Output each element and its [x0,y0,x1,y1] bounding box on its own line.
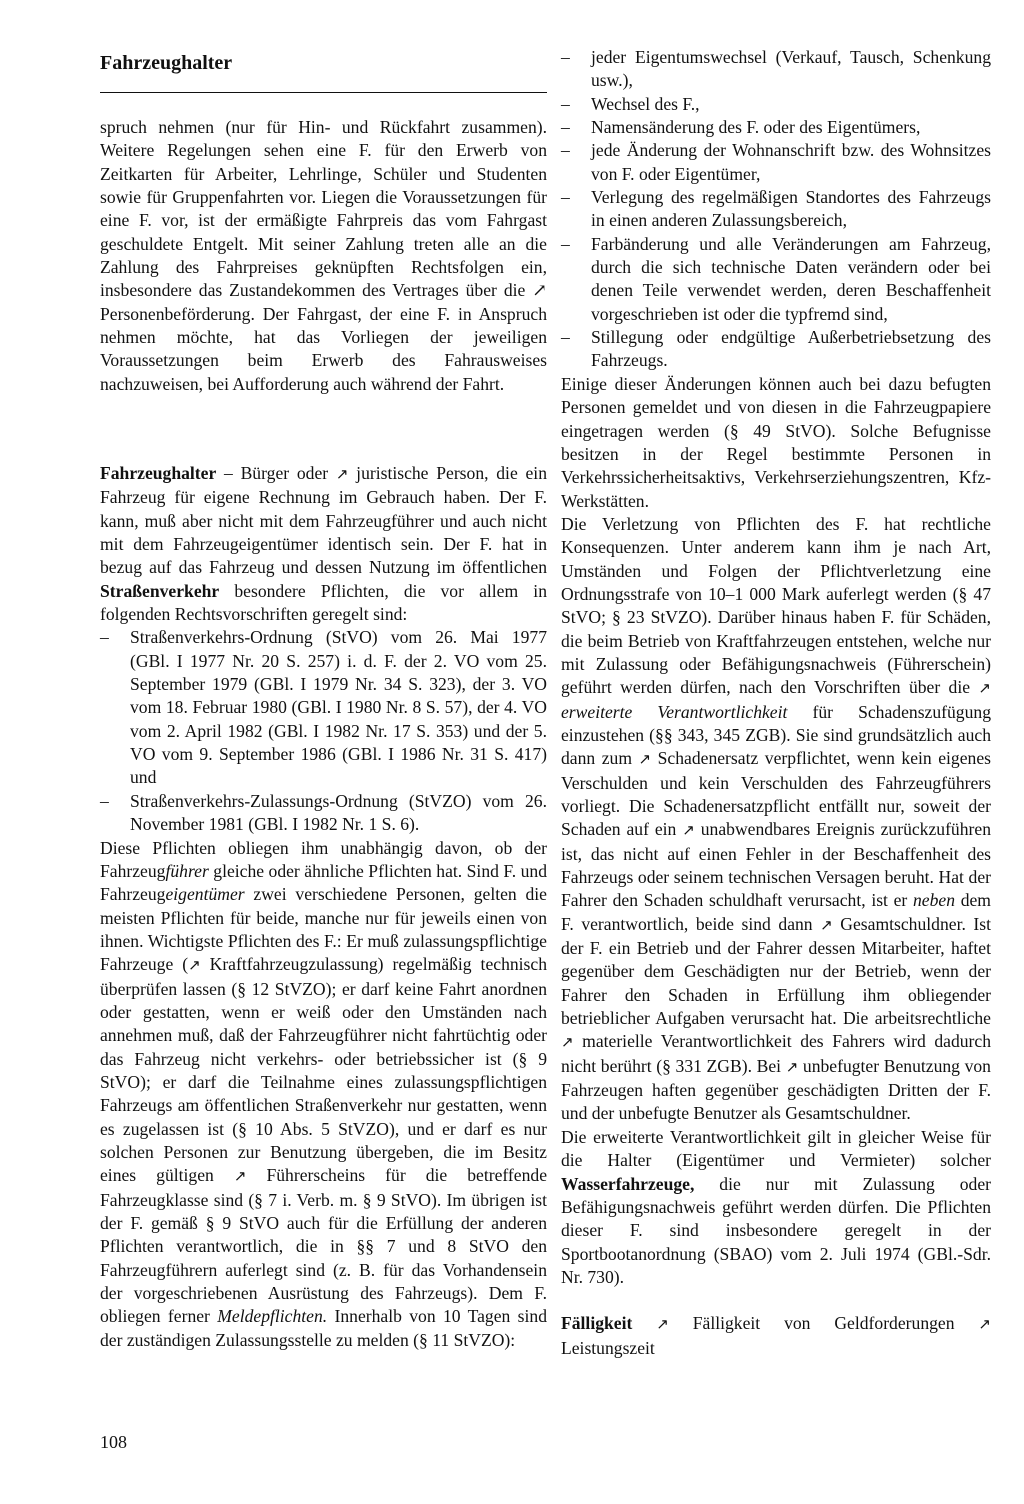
lemma-fahrzeughalter: Fahrzeughalter [100,463,217,483]
entry-fahrzeughalter [100,462,547,1352]
list-item-text: jede Änderung der Wohnanschrift bzw. des Wohnsitzes von F. oder Eigentümer, [591,140,991,184]
text-run: unabwendbares Ereignis zurückzuführen ist, das nicht auf einen Fehler in der Beschaffenheit des Fahrzeugs oder seinem technischen Versagen beruht. Hat der Fahrer den Schaden schuldhaft verursacht, ist er [561,819,991,911]
dash-marker: – [561,140,570,161]
text-run: Kraftfahrzeugzulassung) regelmäßig technisch überprüfen lassen (§ 12 StVZO); er darf keine Fahrt anordnen oder gestatten, wenn er weiß oder den Umständen nach annehmen muß, daß der Fahrzeugführer nicht fahrtüchtig oder das Fahrzeug nicht verkehrs- oder betriebssicher ist (§ 9 StVO); er darf die Teilnahme eines zulassungspflichtigen Fahrzeugs am öffentlichen Straßenverkehr nur gestatten, wenn es zugelassen ist (§ 10 Abs. 5 StVZO), und er darf es nur solchen Personen zur Benutzung übergeben, die im Besitz eines gültigen [100,954,547,1186]
text-run: Diese Pflichten obliegen ihm unabhängig davon, ob der Fahrzeug [100,837,547,881]
cross-reference-arrow-icon: ↗ [335,465,349,483]
lemma-faelligkeit: Fälligkeit [561,1313,633,1334]
authorized-persons-paragraph: Einige dieser Änderungen können auch bei dazu befugten Personen gemeldet und von diesen in die Fahrzeugpapiere eingetragen werden (§ 49 StVO). Solche Befugnisse besitzen in der Regel bestimmte Personen in Verkehrssicherheitsaktivs, Verkehrserziehungszentren, Kfz-Werkstätten. [561,373,991,511]
cross-reference-arrow-icon: ↗ [820,915,833,934]
text-run: zwei verschiedene Personen, gelten die meisten Pflichten für beide, manche nur für jeweils einen von ihnen. Wichtigste Pflichten des F.: Er muß zulassungspflichtige Fahrzeuge ( [100,884,547,975]
dash-marker: – [561,233,570,254]
intro-text-c: besondere Pflichten, die vor allem in folgenden Rechtsvorschriften geregelt sind: [100,580,547,625]
text-run: Schadenersatz verpflichtet, wenn kein eigenes Verschulden und kein Verschulden des Fahrzeugführers vorliegt. Die Schadenersatzpflicht entfällt nur, soweit der Schaden auf ein [561,748,991,840]
cross-reference-arrow-icon: ↗ [656,1315,669,1334]
keyword-wasserfahrzeuge: Wasserfahrzeuge, [561,1173,695,1194]
list-item [561,46,991,93]
text-run: Die erweiterte Verantwortlichkeit gilt in gleicher Weise für die Halter (Eigentümer und Vermieter) solcher [561,1126,991,1171]
text-run: gleiche oder ähnliche Pflichten hat. Sind F. und Fahrzeug [100,860,547,905]
regulation-list [100,626,547,836]
cross-reference-arrow-icon: ↗ [978,1315,991,1334]
emphasis-neben: neben [912,890,955,911]
list-item [561,139,991,186]
text-run: Führerscheins für die betreffende Fahrzeugklasse sind (§ 7 i. Verb. m. § 9 StVO). Im übrigen ist der F. gemäß § 9 StVO auch für die Erfüllung der anderen Pflichten verantwortlich, die in §§ 7 und 8 StVO den Fahrzeugführern auferlegt sind (z. B. für das Vorhandensein der vorgeschriebenen Ausrüstung des Fahrzeugs). Dem F. obliegen ferner [100,1165,548,1327]
dash-marker: – [561,47,570,67]
emphasis-meldepflichten: Meldepflichten. [217,1306,328,1327]
text-run: die nur mit Zulassung oder Befähigungsnachweis geführt werden dürfen. Die Pflichten dieser F. sind insbesondere geregelt in der Sportbootanordnung (SBAO) vom 2. Juli 1974 (GBl.-Sdr. Nr. 730). [561,1173,991,1287]
text-run: Gesamtschuldner. Ist der F. ein Betrieb und der Fahrer dessen Mitarbeiter, haftet gegenüber dem Geschädigten nur der Betrieb, wenn der Fahrer den Schaden in Erfüllung ihm obliegender betrieblicher Aufgaben verursacht hat. Die arbeitsrechtliche [561,913,991,1029]
text-run: dem F. verantwortlich, beide sind dann [561,890,991,934]
text-run: Innerhalb von 10 Tagen sind der zuständigen Zulassungsstelle zu melden (§ 11 StVZO): [100,1306,547,1350]
dash-marker: – [561,187,570,208]
list-item-text: Farbänderung und alle Veränderungen am Fahrzeug, durch die sich technische Daten verändern oder bei denen Teile verwendet werden, deren Beschaffenheit vorgeschrieben ist oder die typfremd sind, [591,233,991,324]
cross-reference-text: Leistungszeit [561,1337,655,1358]
dash-marker: – [561,93,570,114]
dash-marker: – [561,327,570,348]
dash-marker: – [100,790,109,811]
list-item [100,790,547,837]
entry-intro [100,462,547,626]
list-item-text: Namensänderung des F. oder des Eigentümers, [591,117,921,138]
list-item-text: Wechsel des F., [591,93,700,114]
cross-reference-arrow-icon: ↗ [682,821,695,840]
running-title: Fahrzeughalter [100,52,233,74]
list-item [561,326,991,373]
text-run: Die Verletzung von Pflichten des F. hat rechtliche Konsequenzen. Unter anderem kann ihm je nach Art, Umständen und Folgen der Pflichtverletzung eine Ordnungsstrafe von 10–1 000 Mark auferlegt werden (§ 47 StVO; § 23 StVZO). Darüber hinaus haben F. für Schäden, die beim Betrieb von Kraftfahrzeugen entstehen, welche nur mit Zulassung oder Befähigungsnachweis (Führerschein) geführt werden dürfen, nach den Vorschriften über die [561,513,991,698]
duties-paragraph [100,837,547,1353]
continuation-paragraph: spruch nehmen (nur für Hin- und Rückfahrt zusammen). Weitere Regelungen sehen eine F. für den Erwerb von Zeitkarten für Arbeiter, Lehrlinge, Schüler und Studenten sowie für Gruppenfahrten vor. Liegen die Voraussetzungen für eine F. vor, ist der ermäßigte Fahrpreis das vom Fahrgast geschuldete Entgelt. Mit seiner Zahlung treten alle an die Zahlung des Fahrpreises geknüpften Rechtsfolgen ein, insbesondere das Zustandekommen des Vertrages über die ↗ Personenbeförderung. Der Fahrgast, der eine F. in Anspruch nehmen möchte, hat das Vorliegen der jeweiligen Voraussetzungen beim Erwerb des Fahrausweises nachzuweisen, bei Aufforderung auch während der Fahrt. [100,117,547,394]
list-item [561,186,991,233]
text-run: für Schadenszufügung einzustehen (§§ 343, 345 ZGB). Sie sind grundsätzlich auch dann zum [561,701,991,769]
emphasis-erweiterte-verantwortlichkeit: erweiterte Verantwortlichkeit [561,701,788,722]
notification-list [561,46,991,373]
list-item [100,626,547,789]
liability-paragraph [561,513,991,1126]
list-item-text: Stillegung oder endgültige Außerbetriebsetzung des Fahrzeugs. [591,327,991,371]
list-item-text: Straßenverkehrs-Zulassungs-Ordnung (StVZO) vom 26. November 1981 (GBl. I 1982 Nr. 1 S. 6). [130,790,547,835]
text-run: unbefugter Benutzung von Fahrzeugen haften gegenüber geschädigten Dritten der F. und der unbefugte Benutzer als Gesamtschuldner. [561,1055,991,1124]
intro-text-a: – Bürger oder [216,463,336,483]
cross-reference-arrow-icon: ↗ [785,1057,799,1076]
list-item-text: jeder Eigentumswechsel (Verkauf, Tausch, Schenkung usw.), [591,47,991,91]
emphasis-fuehrer: führer [165,860,209,881]
cross-reference-text: Fälligkeit von Geldforderungen [668,1313,979,1334]
header-rule [100,92,547,93]
list-item [561,93,991,116]
cross-reference-arrow-icon: ↗ [561,1033,574,1052]
cross-reference-arrow-icon: ↗ [233,1167,247,1186]
dash-marker: – [100,627,109,648]
list-item [561,233,991,326]
cross-reference-arrow-icon: ↗ [638,750,652,769]
right-column-content [561,46,991,1360]
cross-reference-arrow-icon: ↗ [978,679,991,698]
dash-marker: – [561,117,570,138]
list-item [561,116,991,139]
entry-faelligkeit [561,1312,991,1360]
watercraft-paragraph [561,1126,991,1289]
emphasis-eigentuemer: eigentümer [165,884,245,905]
page-number: 108 [100,1432,127,1452]
keyword-strassenverkehr: Straßenverkehr [100,580,220,601]
list-item-text: Verlegung des regelmäßigen Standortes des Fahrzeugs in einen anderen Zulassungsbereich, [591,187,991,231]
list-item-text: Straßenverkehrs-Ordnung (StVO) vom 26. Mai 1977 (GBl. I 1977 Nr. 20 S. 257) i. d. F. der 2. VO vom 25. September 1979 (GBl. I 1979 Nr. 34 S. 323), der 3. VO vom 18. Februar 1980 (GBl. I 1980 Nr. 8 S. 57), der 4. VO vom 2. April 1982 (GBl. I 1982 Nr. 17 S. 353) und der 5. VO vom 9. September 1986 (GBl. I 1986 Nr. 31 S. 417) und [130,627,547,788]
cross-reference-arrow-icon: ↗ [188,956,201,975]
text-run: materielle Verantwortlichkeit des Fahrers wird dadurch nicht berührt (§ 331 ZGB). Bei [561,1031,991,1076]
intro-text-b: juristische Person, die ein Fahrzeug für eigene Rechnung im Gebrauch haben. Der F. kann, muß aber nicht mit dem Fahrzeugführer und auch nicht mit dem Fahrzeugeigentümer identisch sein. Der F. hat in bezug auf das Fahrzeug und dessen Nutzung im öffentlichen [100,463,547,578]
